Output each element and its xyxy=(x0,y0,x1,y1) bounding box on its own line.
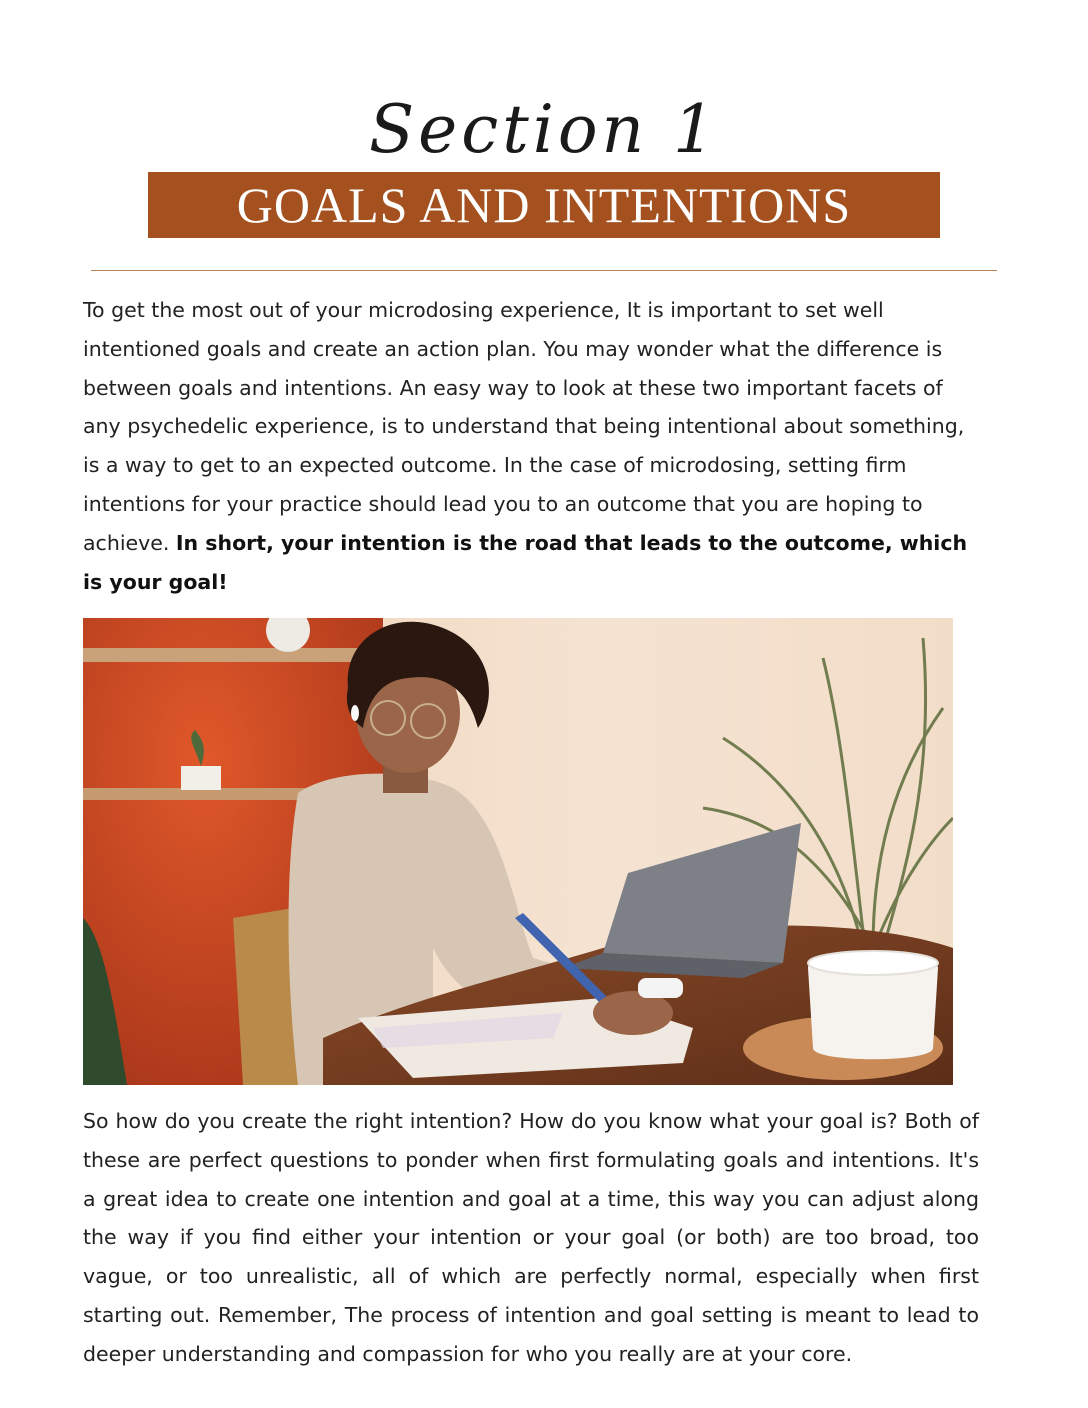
intro-text: To get the most out of your microdosing experience, It is important to set well intentioned goals and create an action plan. You may wonder what the difference is between goals and intentions. An easy way to look at these two important facets of any psychedelic experience, is to understand that being intentional about something, is a way to get to an expected outcome. In the case of microdosing, setting firm intentions for your practice should lead you to an outcome that you are hoping to achieve. xyxy=(83,298,965,555)
woman-writing-photo xyxy=(83,618,953,1085)
section-script-title: Section 1 xyxy=(368,91,720,168)
closing-paragraph: So how do you create the right intention? How do you know what your goal is? Both of these are perfect questions to ponder when first formulating goals and intentions. It's a great idea to create one intention and goal at a time, this way you can adjust along the way if you find either your intention or your goal (or both) are too broad, too vague, or too unrealistic, all of which are perfectly normal, especially when first starting out. Remember, The process of intention and goal setting is meant to lead to deeper understanding and compassion for who you really are at your core. xyxy=(83,1109,979,1366)
intro-paragraph xyxy=(83,291,983,601)
intro-bold-text: In short, your intention is the road that leads to the outcome, which is your goal! xyxy=(83,530,968,594)
divider-line xyxy=(91,270,997,271)
section-title-banner xyxy=(148,172,940,238)
section-title: GOALS AND INTENTIONS xyxy=(236,177,852,233)
